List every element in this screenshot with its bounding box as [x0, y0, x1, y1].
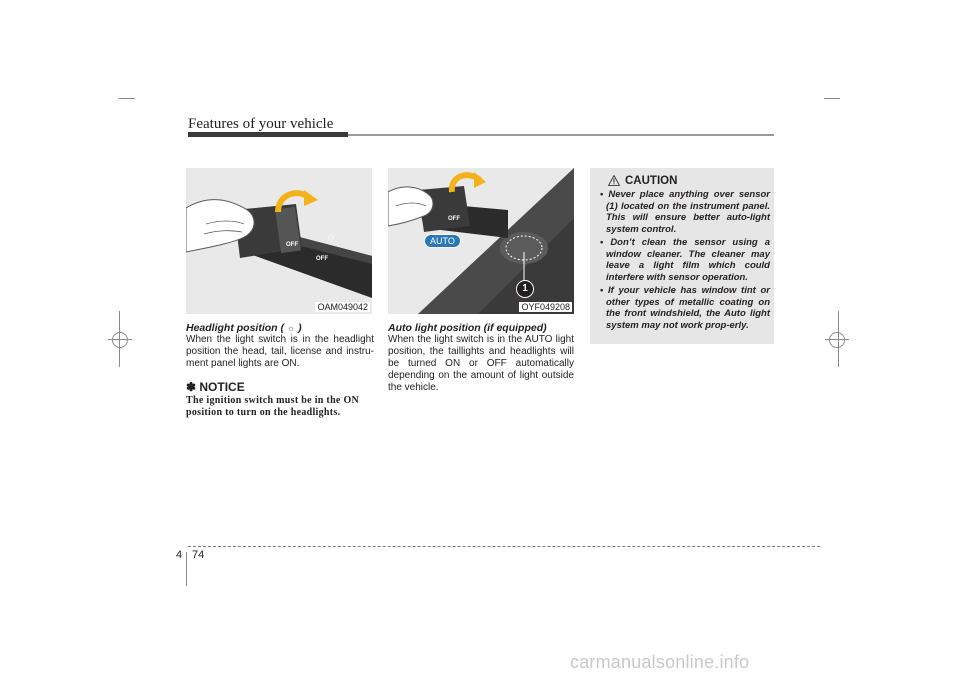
auto-light-heading: Auto light position (if equipped) — [388, 322, 547, 334]
footer-rule — [188, 546, 820, 547]
crop-mark — [119, 98, 135, 99]
registration-circle — [829, 332, 845, 348]
auto-badge: AUTO — [424, 234, 461, 248]
page-header-title: Features of your vehicle — [188, 116, 334, 132]
warning-triangle-icon — [608, 175, 620, 186]
caution-item-text: If your vehicle has window tint or other types of metallic coating on the front windshield, the Auto light system may not work prop-erly. — [606, 285, 770, 331]
notice-body: The ignition switch must be in the ON position to turn on the headlights. — [186, 395, 360, 418]
figure-code: OAM049042 — [317, 302, 368, 312]
header-rule-accent — [188, 132, 348, 137]
crop-mark — [838, 311, 839, 367]
crop-mark — [186, 552, 187, 586]
headlight-icon: ☼ — [286, 323, 296, 333]
headlight-position-heading — [186, 322, 374, 334]
sensor-callout-number: 1 — [516, 280, 534, 298]
middle-text-column — [388, 322, 574, 394]
figure-code: OYF049208 — [521, 302, 570, 312]
heading-text: Headlight position ( — [186, 322, 284, 334]
auto-light-body: When the light switch is in the AUTO light position, the taillights and headlights will be turned ON or OFF automatically depending on the amount of light outside the vehicle. — [388, 334, 574, 393]
watermark: carmanualsonline.info — [570, 652, 750, 672]
headlight-position-body: When the light switch is in the headlight position the head, tail, license and instru-ment panel lights are ON. — [186, 334, 374, 369]
switch-label-off: OFF — [448, 216, 460, 222]
switch-label-off: OFF — [286, 242, 298, 248]
svg-text:◇: ◇ — [328, 233, 335, 242]
notice-title: ✽ NOTICE — [186, 380, 245, 394]
crop-mark — [824, 98, 840, 99]
auto-light-illustration — [388, 168, 574, 314]
caution-item-text: Never place anything over sensor (1) located on the instrument panel. This will ensure better auto-light system control. — [606, 189, 770, 235]
switch-label-off: OFF — [316, 256, 328, 262]
caution-title: CAUTION — [625, 175, 678, 187]
caution-item-text: Don’t clean the sensor using a window cleaner. The cleaner may leave a light film which could interfere with sensor operation. — [606, 237, 770, 283]
figure-auto-light-switch — [388, 168, 574, 314]
caution-item: • If your vehicle has window tint or other types of metallic coating on the front windshield, the Auto light system may not work prop-erly. — [600, 285, 770, 331]
heading-close: ) — [298, 322, 302, 334]
caution-list — [596, 189, 770, 333]
page-number: 74 — [192, 549, 205, 561]
figure-headlight-switch — [186, 168, 372, 314]
caution-item: • Never place anything over sensor (1) located on the instrument panel. This will ensure better auto-light system control. — [600, 189, 770, 235]
caution-item: • Don’t clean the sensor using a window cleaner. The cleaner may leave a light film which could interfere with sensor operation. — [600, 237, 770, 283]
caution-box — [590, 168, 774, 344]
section-number: 4 — [176, 549, 183, 561]
registration-circle — [112, 332, 128, 348]
headlight-switch-illustration — [186, 168, 372, 314]
left-text-column — [186, 322, 374, 419]
